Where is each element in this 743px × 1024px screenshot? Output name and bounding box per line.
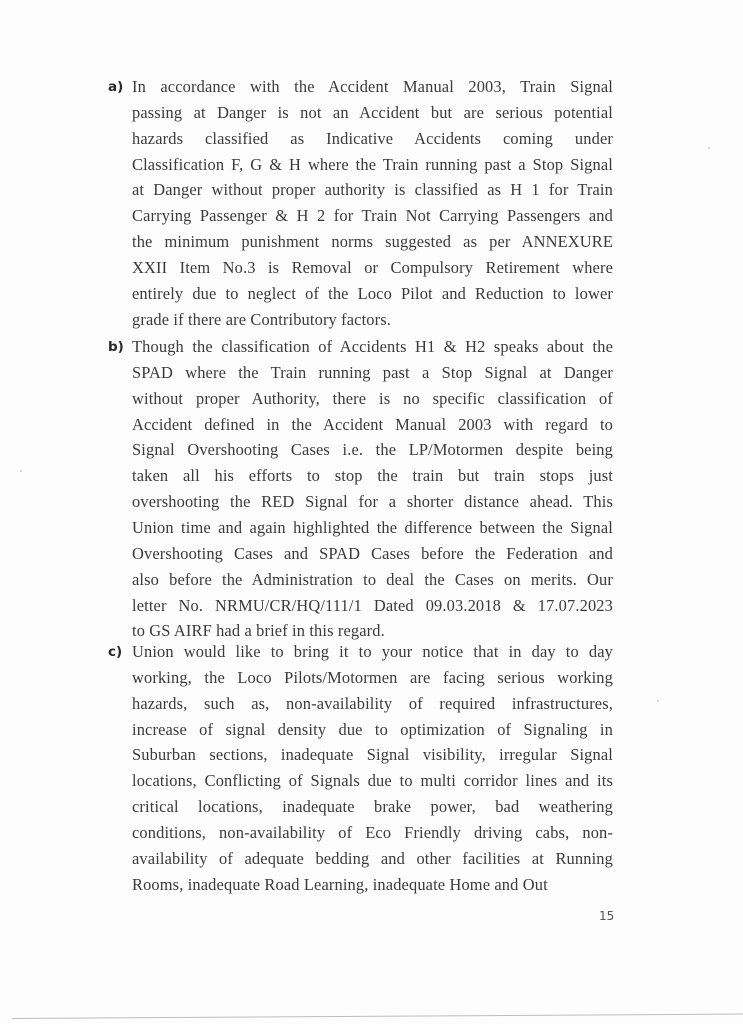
page-number: 15 — [599, 909, 615, 923]
paragraph-line: Union would like to bring it to your notice that in day to day — [132, 642, 613, 661]
scan-speck — [20, 470, 22, 472]
paragraph-line: critical locations, inadequate brake power, bad weathering — [132, 797, 613, 817]
paragraph-line: passing at Danger is not an Accident but are serious potential — [132, 102, 613, 122]
paragraph-line: overshooting the RED Signal for a shorter distance ahead. This — [132, 492, 613, 512]
paragraph-line: conditions, non-availability of Eco Friendly driving cabs, non- — [132, 822, 613, 842]
paragraph-line: Overshooting Cases and SPAD Cases before the Federation and — [132, 543, 613, 563]
page-edge-line — [12, 1014, 743, 1019]
paragraph-line: Classification F, G & H where the Train running past a Stop Signal — [132, 154, 613, 174]
paragraph-line: also before the Administration to deal the Cases on merits. Our — [132, 569, 613, 589]
paragraph-line: to GS AIRF had a brief in this regard. — [132, 621, 385, 641]
scan-speck — [657, 700, 659, 702]
paragraph-line: In accordance with the Accident Manual 2003, Train Signal — [132, 77, 613, 96]
paragraph-line: Signal Overshooting Cases i.e. the LP/Motormen despite being — [132, 440, 613, 460]
scan-speck — [708, 147, 710, 149]
paragraph-line: SPAD where the Train running past a Stop Signal at Danger — [132, 362, 613, 382]
list-item-label: c) — [108, 644, 123, 660]
paragraph-line: Accident defined in the Accident Manual 2003 with regard to — [132, 414, 613, 434]
paragraph-line: XXII Item No.3 is Removal or Compulsory Retirement where — [132, 257, 613, 277]
paragraph-line: Though the classification of Accidents H1 & H2 speaks about the — [132, 337, 613, 356]
paragraph-line: the minimum punishment norms suggested as per ANNEXURE — [132, 232, 613, 252]
paragraph-line: taken all his efforts to stop the train but train stops just — [132, 466, 613, 486]
list-item-label: a) — [108, 79, 124, 95]
paragraph-line: hazards classified as Indicative Accidents coming under — [132, 128, 613, 148]
paragraph-line: Carrying Passenger & H 2 for Train Not Carrying Passengers and — [132, 206, 613, 226]
paragraph-line: at Danger without proper authority is classified as H 1 for Train — [132, 180, 613, 200]
paragraph-line: grade if there are Contributory factors. — [132, 309, 392, 329]
paragraph-line: working, the Loco Pilots/Motormen are facing serious working — [132, 667, 613, 687]
paragraph-line: hazards, such as, non-availability of required infrastructures, — [132, 693, 613, 713]
paragraph-line: availability of adequate bedding and other facilities at Running — [132, 848, 613, 868]
paragraph-line: entirely due to neglect of the Loco Pilot and Reduction to lower — [132, 283, 613, 303]
paragraph-line: Suburban sections, inadequate Signal visibility, irregular Signal — [132, 745, 613, 765]
paragraph-line: Union time and again highlighted the difference between the Signal — [132, 517, 613, 537]
list-item-label: b) — [108, 339, 124, 355]
paragraph-line: increase of signal density due to optimization of Signaling in — [132, 719, 613, 739]
paragraph-line: without proper Authority, there is no specific classification of — [132, 388, 613, 408]
paragraph-line: letter No. NRMU/CR/HQ/111/1 Dated 09.03.2018 & 17.07.2023 — [132, 595, 613, 615]
paragraph-line: locations, Conflicting of Signals due to multi corridor lines and its — [132, 771, 613, 791]
paragraph-line: Rooms, inadequate Road Learning, inadequate Home and Out — [132, 874, 548, 894]
